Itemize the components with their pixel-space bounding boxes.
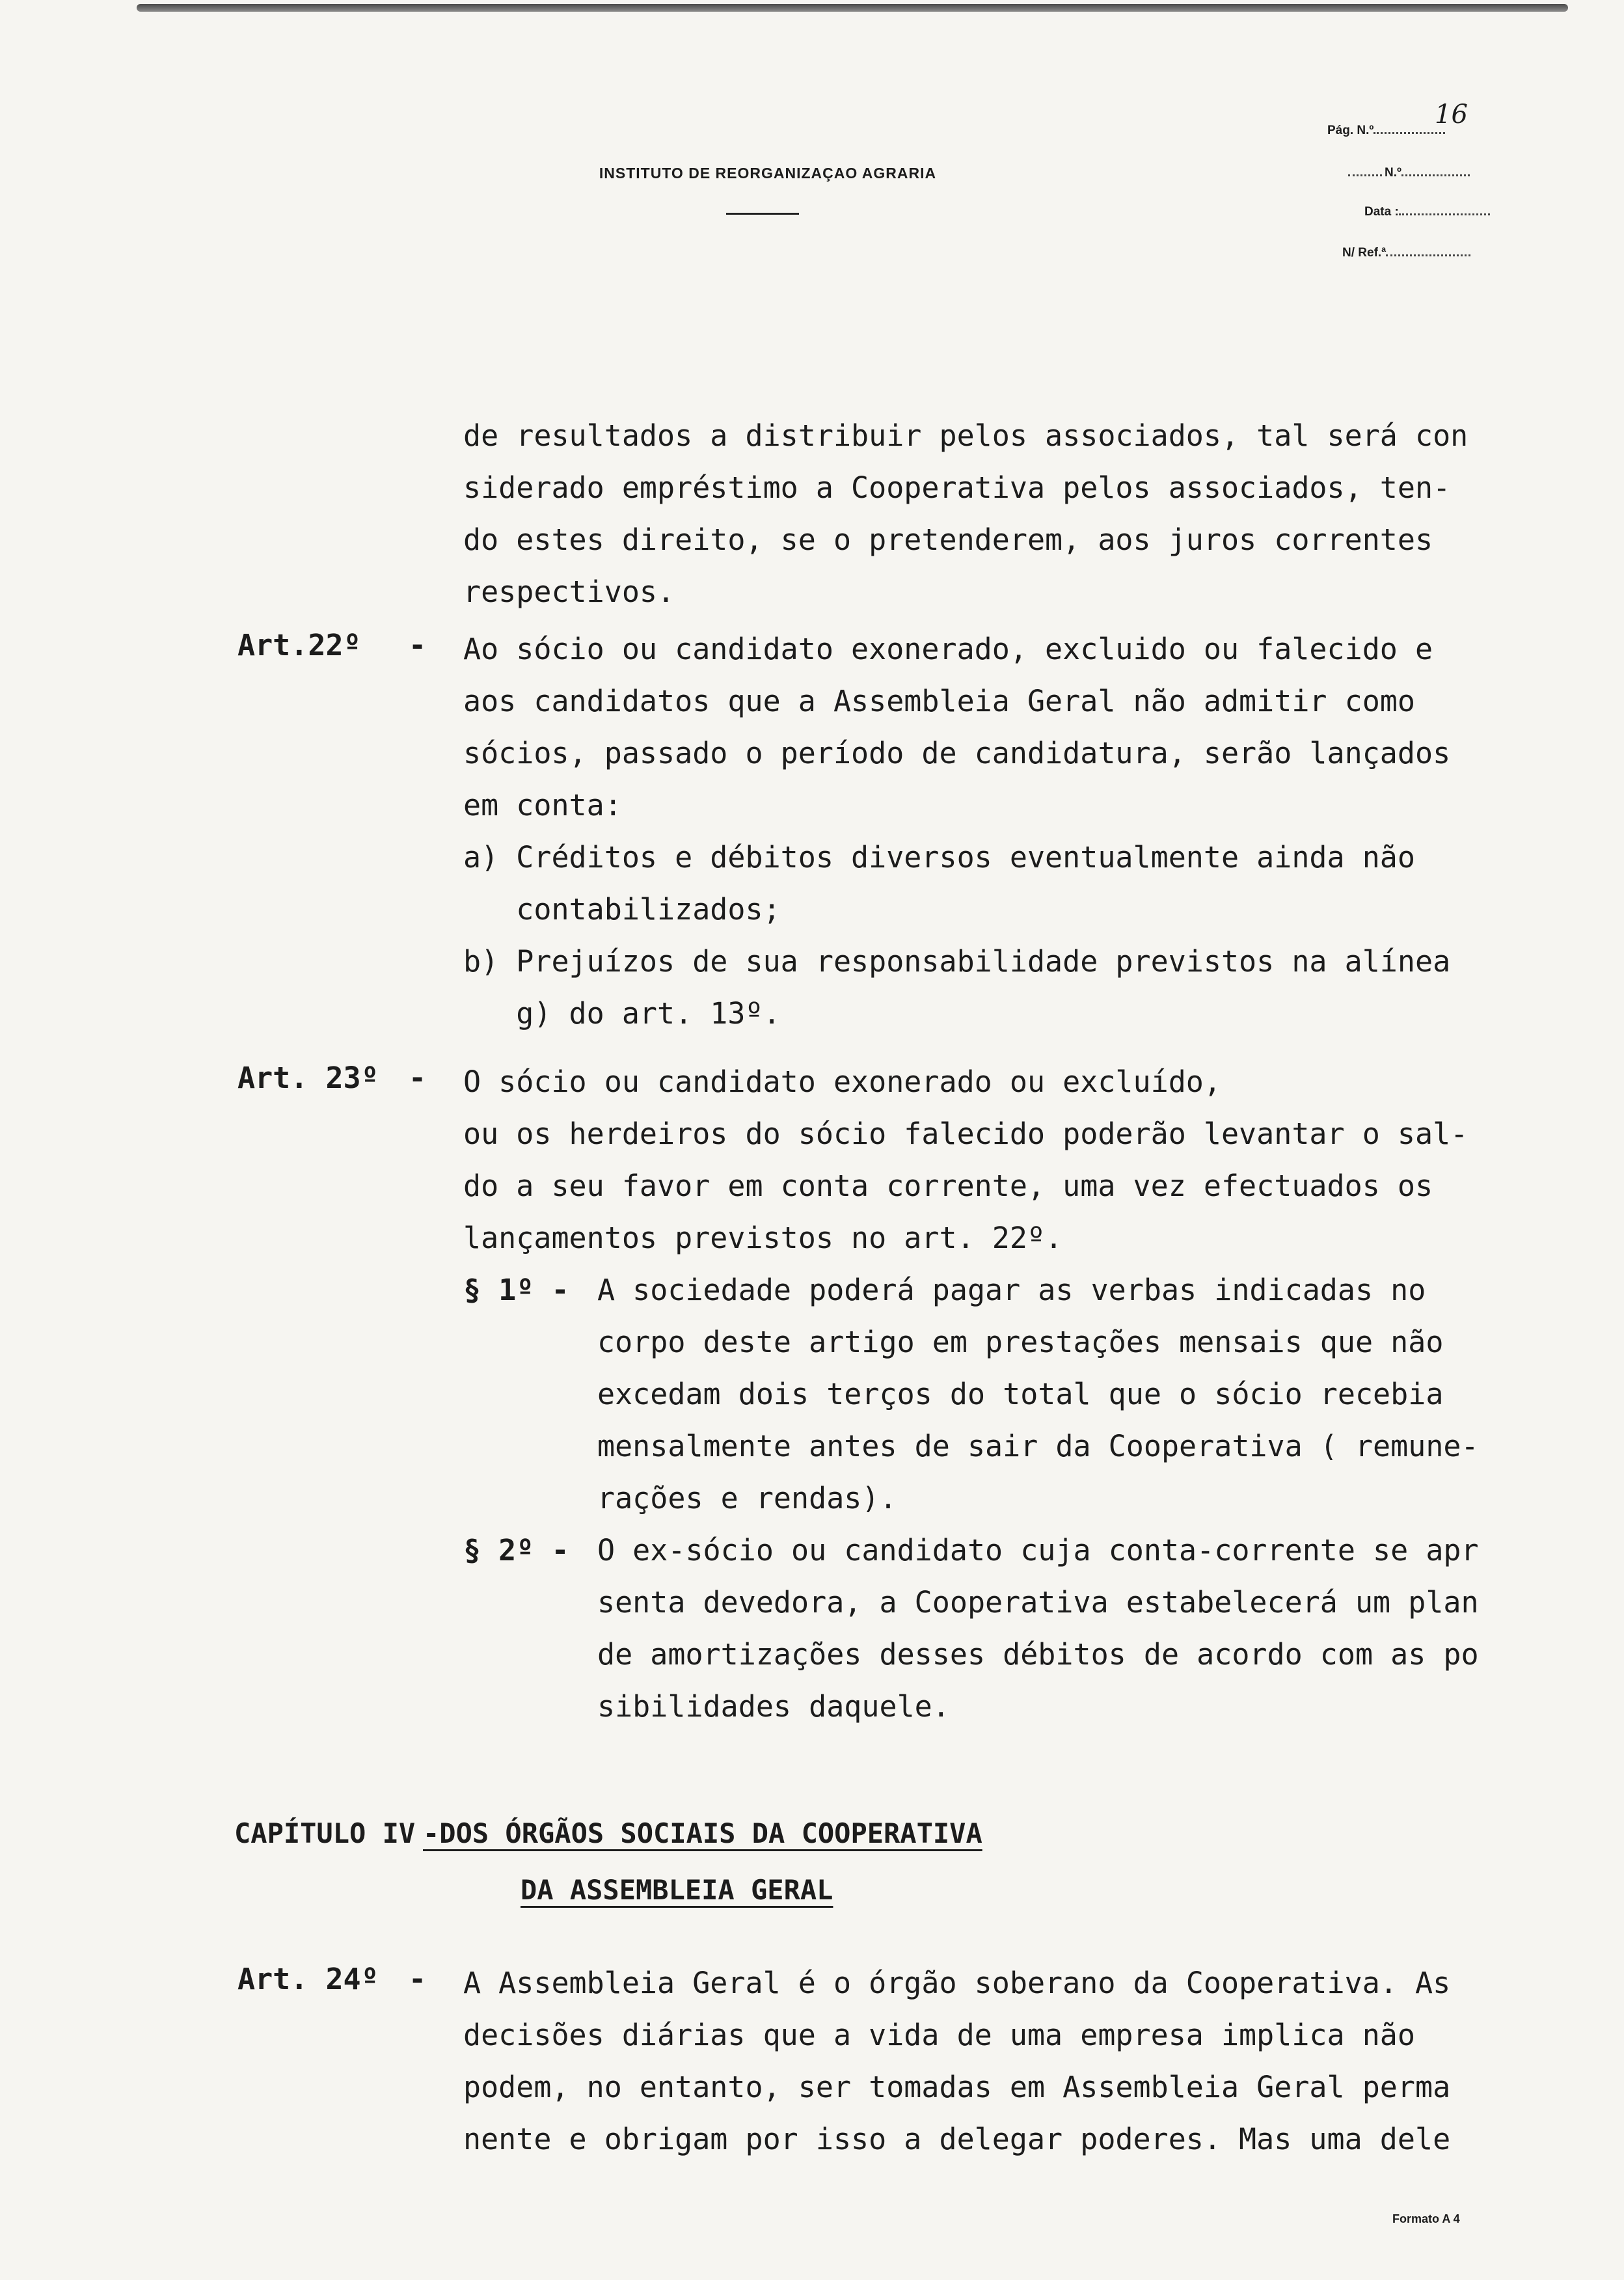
paragraph-2-line-2: senta devedora, a Cooperativa estabelecerá um plan [597, 1585, 1479, 1620]
continuation-line-3: do estes direito, se o pretenderem, aos juros correntes [463, 522, 1433, 557]
paragraph-2-line-4: sibilidades daquele. [597, 1689, 950, 1724]
institution-name: INSTITUTO DE REORGANIZAÇAO AGRARIA [599, 165, 937, 182]
article-22-line-1: Ao sócio ou candidato exonerado, excluido ou falecido e [463, 632, 1433, 666]
article-23-line-4: lançamentos previstos no art. 22º. [463, 1221, 1063, 1255]
article-24-dash: - [409, 1962, 427, 1996]
article-24-label: Art. 24º [237, 1962, 379, 1996]
continuation-line-4: respectivos. [463, 575, 675, 609]
date-label: Data : [1364, 205, 1399, 219]
page-number-label: Pág. N.º [1327, 124, 1374, 137]
paragraph-2-line-1: O ex-sócio ou candidato cuja conta-corrente se apr [597, 1533, 1479, 1568]
article-23-line-2: ou os herdeiros do sócio falecido poderão levantar o sal- [463, 1117, 1468, 1151]
number-label: N.º [1385, 166, 1401, 180]
paragraph-1-label: § 1º - [463, 1273, 569, 1307]
page-number-value: 16 [1435, 100, 1468, 129]
continuation-line-1: de resultados a distribuir pelos associados, tal será con [463, 418, 1468, 453]
paragraph-2-label: § 2º - [463, 1533, 569, 1568]
article-22-item-b-line-2: g) do art. 13º. [463, 996, 781, 1031]
article-24-line-4: nente e obrigam por isso a delegar poderes. Mas uma dele [463, 2122, 1451, 2156]
article-23-line-1: O sócio ou candidato exonerado ou excluído, [463, 1065, 1221, 1099]
date-field [1364, 202, 1490, 219]
article-22-line-2: aos candidatos que a Assembleia Geral não admitir como [463, 684, 1415, 718]
article-22-item-a-line-1: a) Créditos e débitos diversos eventualmente ainda não [463, 840, 1415, 875]
article-24-line-2: decisões diárias que a vida de uma empresa implica não [463, 2018, 1415, 2052]
paragraph-1-line-4: mensalmente antes de sair da Cooperativa ( remune- [597, 1429, 1479, 1463]
article-22-item-b-line-1: b) Prejuízos de sua responsabilidade previstos na alínea [463, 944, 1451, 979]
article-24-line-1: A Assembleia Geral é o órgão soberano da Cooperativa. As [463, 1966, 1451, 2000]
number-field [1348, 163, 1470, 180]
institution-underline [726, 213, 799, 215]
paper-format-label: Formato A 4 [1392, 2212, 1460, 2225]
chapter-title: -DOS ÓRGÃOS SOCIAIS DA COOPERATIVA [423, 1817, 982, 1849]
article-23-line-3: do a seu favor em conta corrente, uma vez efectuados os [463, 1169, 1433, 1203]
article-22-item-a-line-2: contabilizados; [463, 892, 781, 927]
paragraph-1-line-2: corpo deste artigo em prestações mensais que não [597, 1325, 1444, 1359]
chapter-subtitle: DA ASSEMBLEIA GERAL [521, 1874, 833, 1906]
reference-label: N/ Ref.ª [1342, 246, 1387, 260]
paragraph-1-line-3: excedam dois terços do total que o sócio recebia [597, 1377, 1444, 1411]
article-23-dash: - [409, 1061, 427, 1095]
top-edge-rule [137, 4, 1568, 12]
continuation-line-2: siderado empréstimo a Cooperativa pelos associados, ten- [463, 470, 1451, 505]
article-22-line-4: em conta: [463, 788, 622, 822]
article-22-line-3: sócios, passado o período de candidatura, serão lançados [463, 736, 1451, 770]
paragraph-2-line-3: de amortizações desses débitos de acordo com as po [597, 1637, 1479, 1672]
paragraph-1-line-5: rações e rendas). [597, 1481, 897, 1515]
article-23-label: Art. 23º [237, 1061, 379, 1095]
article-22-dash: - [409, 628, 427, 662]
page-number-field [1327, 100, 1468, 138]
reference-field [1342, 243, 1470, 260]
paragraph-1-line-1: A sociedade poderá pagar as verbas indicadas no [597, 1273, 1426, 1307]
article-24-line-3: podem, no entanto, ser tomadas em Assembleia Geral perma [463, 2070, 1451, 2104]
chapter-prefix: CAPÍTULO IV [234, 1817, 416, 1849]
article-22-label: Art.22º [237, 628, 361, 662]
